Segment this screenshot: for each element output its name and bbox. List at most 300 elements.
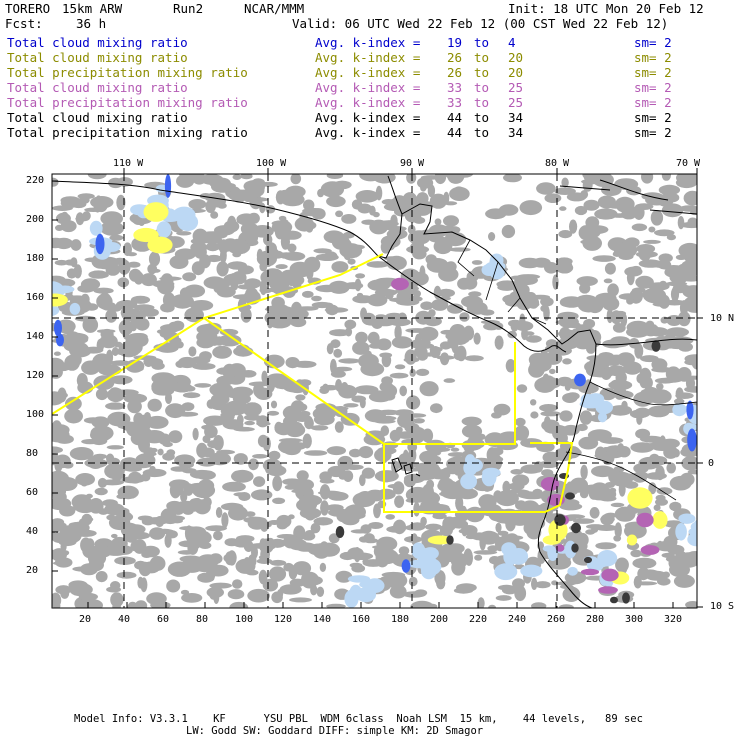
latitude-label: 10 S (710, 601, 735, 612)
cloud-cell (510, 291, 533, 300)
cloud-cell (291, 173, 302, 184)
cloud-cell (422, 352, 439, 356)
cloud-cell (259, 203, 265, 214)
cloud-cell (55, 585, 71, 594)
cloud-cell (68, 580, 87, 589)
cloud-cell (124, 466, 142, 471)
cloud-cell (579, 225, 594, 240)
cloud-cell (217, 286, 236, 297)
cloud-cell (65, 331, 81, 346)
cloud-cell (404, 536, 422, 543)
cloud-cell (345, 464, 364, 470)
cloud-cell (420, 301, 433, 310)
cloud-cell (71, 200, 86, 208)
cloud-cell (524, 331, 535, 335)
dark-core-cell (584, 557, 592, 563)
cloud-cell (632, 558, 656, 569)
cloud-cell (365, 490, 385, 502)
cloud-cell (289, 597, 312, 602)
dark-core-cell (622, 592, 630, 603)
cloud-cell (318, 491, 342, 496)
light-blue-cell (520, 565, 542, 578)
cloud-cell (627, 321, 650, 334)
cloud-cell (252, 178, 265, 187)
cloud-cell (601, 368, 612, 380)
cloud-cell (51, 483, 66, 498)
cloud-cell (351, 565, 365, 573)
cloud-cell (232, 471, 242, 479)
cloud-cell (390, 373, 409, 379)
cloud-cell (545, 356, 552, 361)
cloud-cell (256, 415, 269, 427)
cloud-cell (684, 191, 702, 206)
init-time: Init: 18 UTC Mon 20 Feb 12 (508, 1, 704, 16)
cloud-cell (487, 545, 499, 551)
cloud-cell (340, 552, 356, 560)
cloud-cell (118, 277, 130, 287)
cloud-cell (472, 260, 483, 265)
legend-field-name: Total cloud mixing ratio (7, 110, 188, 125)
cloud-cell (166, 530, 178, 538)
cloud-cell (193, 428, 199, 440)
cloud-cell (188, 346, 196, 356)
cloud-cell (377, 416, 396, 421)
cloud-cell (686, 559, 704, 566)
cloud-cell (331, 370, 346, 377)
cloud-cell (79, 593, 98, 601)
light-blue-cell (688, 528, 703, 536)
cloud-cell (454, 468, 460, 475)
cloud-cell (562, 299, 581, 303)
cloud-cell (471, 533, 489, 541)
cloud-cell (134, 561, 147, 570)
light-blue-cell (344, 590, 358, 608)
cloud-cell (552, 275, 558, 290)
cloud-cell (304, 450, 327, 456)
cloud-cell (277, 522, 288, 530)
cloud-cell (182, 272, 196, 281)
cloud-cell (361, 220, 376, 225)
cloud-cell (170, 482, 181, 498)
cloud-cell (251, 489, 272, 500)
cloud-cell (231, 387, 254, 398)
y-tick-label: 140 (26, 331, 45, 342)
cloud-cell (520, 200, 543, 215)
cloud-cell (618, 446, 631, 457)
cloud-cell (209, 553, 222, 564)
cloud-cell (324, 230, 345, 243)
purple-cell (636, 513, 653, 527)
cloud-cell (662, 572, 670, 579)
blue-cell (165, 174, 171, 198)
cloud-cell (196, 443, 207, 458)
dark-core-cell (446, 535, 453, 544)
legend-kindex-to-word: to (474, 50, 490, 65)
cloud-cell (505, 517, 515, 532)
cloud-cell (110, 581, 120, 590)
cloud-cell (263, 436, 271, 451)
light-blue-cell (56, 286, 75, 294)
blue-cell (687, 429, 697, 452)
cloud-cell (236, 213, 256, 225)
light-blue-cell (482, 469, 497, 487)
legend-kindex-from: 33 (447, 80, 463, 95)
legend-smoothing: sm= 2 (634, 35, 672, 50)
cloud-cell (257, 558, 273, 564)
cloud-cell (669, 502, 681, 511)
cloud-cell (510, 469, 523, 475)
cloud-cell (96, 388, 108, 400)
blue-cell (574, 374, 586, 387)
cloud-cell (320, 563, 326, 572)
cloud-cell (611, 503, 625, 507)
cloud-cell (408, 210, 418, 216)
cloud-cell (277, 534, 297, 539)
cloud-cell (320, 500, 329, 515)
x-tick-label: 100 (235, 614, 254, 625)
cloud-cell (577, 533, 589, 547)
cloud-cell (80, 473, 89, 486)
cloud-cell (213, 531, 223, 541)
cloud-cell (559, 604, 574, 610)
legend-smoothing: sm= 2 (634, 50, 672, 65)
cloud-cell (511, 320, 519, 331)
cloud-cell (129, 532, 150, 540)
cloud-cell (498, 585, 515, 591)
cloud-cell (87, 456, 104, 469)
cloud-cell (247, 589, 270, 603)
cloud-cell (222, 482, 246, 492)
cloud-cell (529, 353, 547, 367)
cloud-cell (641, 205, 650, 210)
cloud-cell (648, 227, 655, 233)
cloud-cell (135, 310, 146, 320)
cloud-cell (55, 260, 69, 266)
cloud-cell (194, 246, 207, 259)
cloud-cell (417, 177, 433, 189)
x-tick-label: 200 (430, 614, 449, 625)
cloud-cell (178, 550, 196, 555)
light-blue-cell (678, 514, 695, 524)
cloud-cell (228, 363, 246, 377)
cloud-cell (210, 211, 218, 219)
cloud-cell (652, 261, 671, 268)
cloud-cell (248, 458, 259, 470)
cloud-cell (108, 507, 129, 516)
cloud-cell (445, 232, 467, 246)
cloud-cell (233, 174, 242, 180)
cloud-cell (563, 587, 581, 602)
cloud-cell (47, 520, 64, 533)
cloud-cell (326, 303, 333, 308)
cloud-cell (542, 378, 561, 389)
cloud-cell (590, 507, 600, 519)
cloud-cell (221, 512, 228, 528)
yellow-cell (144, 202, 169, 222)
cloud-cell (133, 413, 143, 426)
cloud-cell (269, 566, 286, 581)
cloud-cell (613, 535, 621, 541)
light-blue-cell (157, 221, 172, 238)
cloud-cell (495, 336, 504, 350)
cloud-cell (206, 568, 216, 580)
cloud-cell (459, 312, 469, 321)
dark-core-cell (336, 526, 345, 538)
cloud-cell (270, 560, 286, 566)
cloud-cell (480, 504, 502, 517)
valid-time: Valid: 06 UTC Wed 22 Feb 12 (00 CST Wed 22 Feb 12) (292, 16, 669, 31)
cloud-cell (610, 336, 631, 347)
cloud-cell (124, 394, 148, 404)
cloud-cell (261, 371, 267, 384)
cloud-cell (409, 577, 418, 587)
cloud-cell (348, 259, 356, 265)
cloud-cell (417, 339, 431, 346)
cloud-cell (151, 362, 164, 370)
cloud-cell (303, 490, 314, 506)
cloud-cell (97, 329, 116, 333)
cloud-cell (581, 179, 603, 184)
cloud-cell (626, 297, 634, 304)
cloud-cell (263, 268, 283, 280)
cloud-cell (648, 282, 669, 290)
cloud-cell (357, 204, 372, 214)
legend-field-name: Total precipitation mixing ratio (7, 65, 248, 80)
cloud-cell (406, 395, 420, 409)
yellow-cell (147, 237, 172, 254)
cloud-cell (150, 448, 158, 453)
cloud-cell (449, 247, 471, 251)
cloud-cell (530, 411, 538, 418)
purple-cell (598, 586, 618, 594)
cloud-cell (632, 224, 647, 232)
cloud-cell (374, 448, 391, 462)
cloud-cell (557, 312, 578, 321)
cloud-cell (192, 261, 205, 275)
cloud-cell (633, 392, 652, 407)
cloud-cell (413, 418, 425, 423)
cloud-cell (608, 470, 620, 484)
cloud-cell (269, 282, 289, 289)
dark-core-cell (652, 340, 661, 352)
yellow-cell (652, 511, 667, 529)
dark-core-cell (554, 514, 565, 526)
cloud-cell (558, 330, 577, 339)
light-blue-cell (421, 563, 437, 579)
cloud-cell (81, 439, 98, 444)
cloud-cell (238, 265, 254, 274)
forecast-hour: 36 h (76, 16, 107, 31)
cloud-cell (556, 262, 573, 273)
cloud-cell (260, 538, 266, 546)
cloud-cell (405, 328, 428, 333)
cloud-cell (444, 378, 456, 383)
cloud-cell (413, 231, 428, 242)
light-blue-cell (567, 567, 578, 576)
cloud-cell (373, 212, 380, 217)
cloud-cell (269, 248, 280, 259)
cloud-cell (46, 427, 69, 442)
cloud-cell (373, 504, 381, 519)
cloud-cell (274, 422, 283, 434)
cloud-cell (110, 387, 120, 393)
x-tick-label: 120 (274, 614, 293, 625)
cloud-cell (95, 488, 108, 495)
cloud-cell (192, 531, 212, 545)
cloud-cell (283, 406, 302, 420)
cloud-cell (588, 330, 602, 344)
cloud-cell (428, 309, 436, 317)
cloud-cell (220, 412, 235, 419)
cloud-cell (669, 563, 690, 578)
cloud-cell (554, 187, 576, 195)
org-label: NCAR/MMM (244, 1, 305, 16)
cloud-cell (559, 410, 572, 421)
cloud-cell (328, 466, 346, 477)
cloud-cell (192, 483, 215, 499)
cloud-cell (69, 522, 88, 527)
cloud-cell (502, 225, 515, 238)
x-tick-label: 240 (508, 614, 527, 625)
cloud-cell (233, 492, 248, 496)
cloud-cell (395, 522, 406, 531)
cloud-cell (666, 463, 676, 474)
cloud-cell (640, 355, 659, 362)
cloud-cell (410, 369, 416, 377)
cloud-cell (583, 319, 595, 329)
cloud-cell (530, 399, 536, 405)
cloud-cell (623, 362, 642, 375)
cloud-cell (78, 193, 95, 199)
legend-field-name: Total cloud mixing ratio (7, 35, 188, 50)
light-blue-cell (543, 545, 556, 551)
cloud-cell (96, 571, 108, 582)
cloud-cell (328, 509, 350, 517)
cloud-cell (75, 216, 89, 221)
cloud-cell (508, 483, 525, 491)
cloud-cell (55, 238, 73, 249)
cloud-cell (216, 507, 222, 518)
cloud-cell (97, 273, 109, 278)
y-tick-label: 80 (26, 448, 39, 459)
cloud-cell (314, 414, 335, 426)
cloud-cell (324, 251, 337, 260)
cloud-cell (117, 572, 137, 579)
cloud-cell (290, 579, 306, 587)
cloud-cell (435, 218, 442, 225)
cloud-cell (580, 190, 588, 199)
cloud-cell (539, 404, 558, 412)
cloud-cell (600, 437, 624, 444)
cloud-cell (54, 352, 61, 356)
legend-field-name: Total cloud mixing ratio (7, 50, 188, 65)
cloud-cell (221, 503, 243, 511)
cloud-cell (399, 386, 407, 397)
cloud-cell (317, 189, 324, 197)
legend-kindex-from: 26 (447, 50, 463, 65)
cloud-cell (450, 520, 468, 529)
legend-kindex-to-word: to (474, 95, 490, 110)
cloud-cell (333, 181, 352, 190)
cloud-cell (335, 421, 344, 433)
cloud-cell (84, 347, 103, 354)
cloud-cell (162, 453, 175, 461)
cloud-cell (641, 569, 659, 576)
legend-kindex-to-word: to (474, 110, 490, 125)
cloud-cell (311, 425, 329, 430)
cloud-cell (112, 602, 121, 612)
cloud-cell (131, 296, 150, 304)
cloud-cell (437, 469, 451, 480)
y-tick-label: 200 (26, 214, 45, 225)
cloud-field-layer (36, 168, 709, 614)
cloud-cell (512, 578, 525, 588)
cloud-cell (178, 357, 196, 368)
y-tick-label: 120 (26, 370, 45, 381)
cloud-cell (148, 399, 162, 412)
cloud-cell (140, 474, 150, 482)
cloud-cell (75, 316, 97, 322)
cloud-cell (236, 405, 259, 412)
cloud-cell (639, 250, 651, 261)
cloud-cell (151, 598, 166, 605)
cloud-cell (178, 501, 195, 508)
model-name: TORERO (5, 1, 51, 16)
cloud-cell (388, 484, 403, 488)
x-tick-label: 220 (469, 614, 488, 625)
cloud-cell (549, 369, 556, 374)
cloud-cell (220, 248, 227, 263)
cloud-cell (99, 264, 112, 269)
cloud-cell (652, 456, 668, 465)
cloud-cell (592, 495, 607, 500)
cloud-cell (202, 231, 225, 237)
purple-cell (601, 569, 618, 582)
cloud-cell (319, 387, 329, 394)
legend-kindex-label: Avg. k-index = (315, 110, 421, 125)
cloud-cell (327, 172, 343, 179)
cloud-cell (359, 536, 369, 542)
purple-cell (391, 278, 409, 290)
longitude-label: 110 W (113, 158, 144, 169)
cloud-cell (170, 255, 189, 269)
cloud-cell (57, 388, 66, 403)
cloud-cell (90, 196, 113, 209)
cloud-cell (545, 423, 556, 431)
cloud-cell (355, 332, 368, 344)
cloud-cell (465, 355, 484, 361)
cloud-cell (355, 273, 365, 278)
cloud-cell (517, 384, 527, 393)
cloud-cell (641, 170, 653, 183)
light-blue-cell (595, 401, 613, 415)
cloud-cell (302, 208, 324, 214)
cloud-cell (159, 376, 171, 383)
cloud-cell (648, 406, 670, 418)
cloud-cell (632, 472, 649, 480)
dark-core-cell (571, 543, 578, 552)
cloud-cell (620, 410, 629, 415)
cloud-cell (272, 498, 285, 504)
cloud-cell (666, 327, 689, 337)
legend-kindex-label: Avg. k-index = (315, 35, 421, 50)
cloud-cell (88, 545, 112, 558)
cloud-cell (493, 490, 502, 500)
cloud-cell (133, 219, 145, 225)
cloud-cell (108, 178, 123, 188)
cloud-cell (519, 258, 541, 269)
cloud-cell (490, 447, 504, 455)
